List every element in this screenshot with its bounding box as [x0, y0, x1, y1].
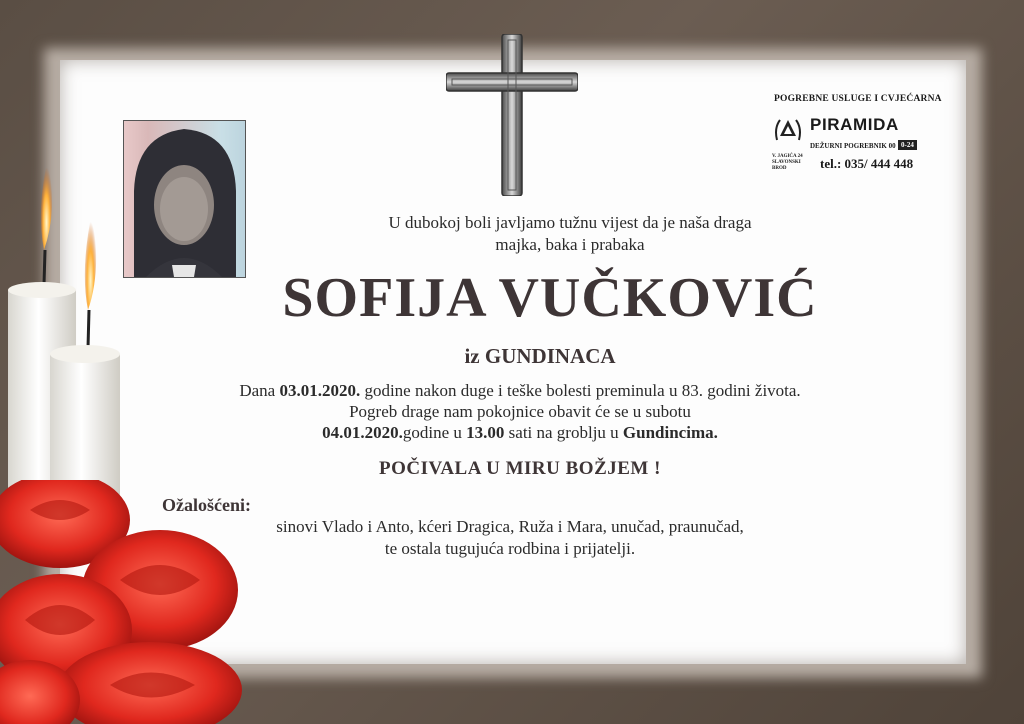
funeral-place: Gundincima.	[622, 423, 718, 442]
deceased-origin: iz GUNDINACA	[464, 344, 616, 368]
funeral-home-phone: tel.: 035/ 444 448	[820, 156, 914, 171]
mourners-heading: Ožalošćeni:	[162, 495, 251, 515]
duty-label: DEŽURNI POGREBNIK 00	[810, 142, 896, 150]
address-line1: V. JAGIĆA 24	[772, 154, 803, 159]
intro-line1: U dubokoj boli javljamo tužnu vijest da je naša draga	[388, 213, 752, 232]
announcement-body	[140, 380, 900, 443]
death-date: 03.01.2020.	[279, 381, 361, 400]
duty-badge: 0-24	[898, 140, 917, 150]
address-line2: SLAVONSKI BROD	[772, 160, 801, 171]
funeral-line: Pogreb drage nam pokojnice obavit će se u subotu	[349, 402, 691, 421]
funeral-home-address	[772, 154, 812, 172]
funeral-date: 04.01.2020.	[322, 423, 403, 442]
funeral-home-brand: PIRAMIDA	[810, 115, 899, 134]
mourners-line1: sinovi Vlado i Anto, kćeri Dragica, Ruža i Mara, unučad, praunučad,	[276, 517, 744, 536]
mourners-line2: te ostala tugujuća rodbina i prijatelji.	[384, 539, 636, 558]
rest-in-peace: POČIVALA U MIRU BOŽJEM !	[379, 458, 661, 479]
funeral-home-logo	[770, 94, 942, 176]
intro-text	[200, 212, 940, 256]
piramida-emblem-icon	[774, 116, 802, 142]
candle-icon	[0, 150, 130, 510]
funeral-home-header: POGREBNE USLUGE I CVJEĆARNA	[774, 94, 942, 104]
deceased-name: SOFIJA VUČKOVIĆ	[282, 267, 818, 329]
funeral-time: 13.00	[466, 423, 505, 442]
intro-line2: majka, baka i prabaka	[495, 235, 645, 254]
cross-icon	[446, 34, 578, 196]
mourners-list	[150, 516, 870, 560]
death-line: Dana 03.01.2020. godine nakon duge i teške bolesti preminula u 83. godini života.	[239, 381, 801, 400]
funeral-details-line: 04.01.2020.godine u 13.00 sati na groblju u Gundincima.	[322, 423, 718, 442]
